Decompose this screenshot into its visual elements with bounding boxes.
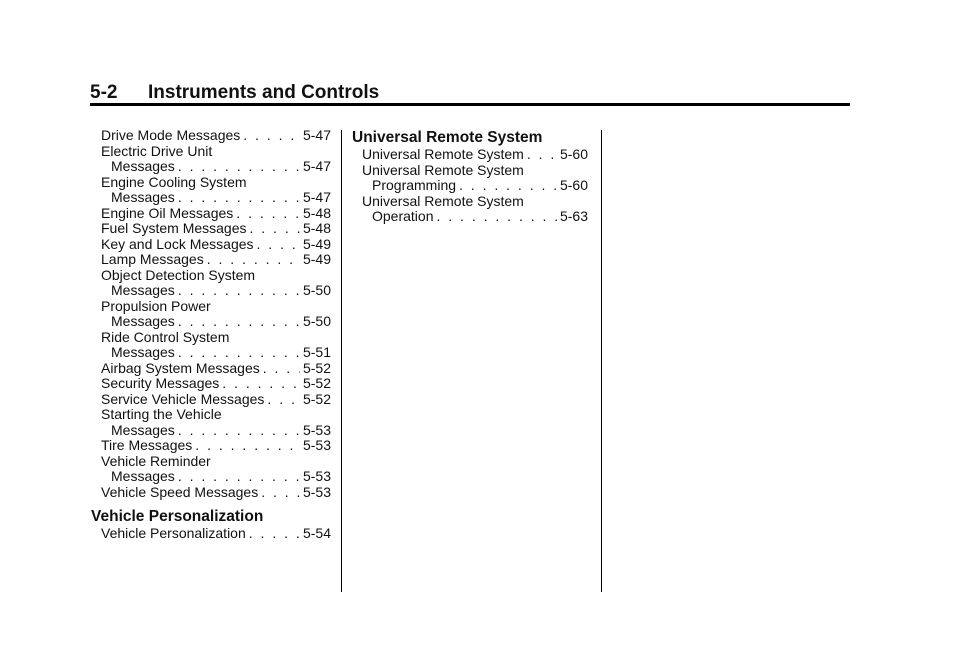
column-divider bbox=[601, 130, 602, 592]
toc-entry-line bbox=[362, 194, 588, 210]
dot-leader bbox=[261, 485, 300, 501]
toc-entry[interactable] bbox=[101, 237, 331, 253]
toc-entry[interactable] bbox=[101, 175, 331, 206]
toc-entry[interactable] bbox=[101, 392, 331, 408]
dot-leader bbox=[178, 345, 300, 361]
dot-leader bbox=[263, 361, 300, 377]
toc-list bbox=[101, 128, 331, 500]
toc-entry-label: Programming bbox=[372, 177, 457, 193]
toc-page-ref: 5-52 bbox=[302, 375, 331, 391]
toc-page-ref: 5-53 bbox=[302, 468, 331, 484]
toc-entry-label: Operation bbox=[372, 208, 434, 224]
toc-entry-label: Messages bbox=[111, 468, 175, 484]
toc-page-ref: 5-53 bbox=[302, 421, 331, 438]
toc-entry[interactable] bbox=[101, 128, 331, 144]
toc-page-ref: 5-50 bbox=[302, 313, 331, 329]
toc-entry-label: Messages bbox=[111, 282, 175, 298]
toc-entry[interactable] bbox=[101, 526, 331, 542]
toc-entry-line bbox=[362, 178, 588, 194]
toc-entry[interactable] bbox=[101, 299, 331, 330]
toc-entry-label: Service Vehicle Messages bbox=[101, 390, 265, 407]
toc-page-ref: 5-54 bbox=[302, 525, 331, 541]
toc-entry[interactable] bbox=[362, 194, 588, 225]
toc-entry-line bbox=[101, 206, 331, 222]
toc-entry-line bbox=[101, 144, 331, 160]
toc-entry-label: Fuel System Messages bbox=[101, 220, 247, 236]
toc-page-ref: 5-53 bbox=[302, 483, 331, 500]
toc-entry-label: Vehicle Reminder bbox=[101, 452, 211, 469]
toc-entry-label: Engine Cooling System bbox=[101, 173, 247, 190]
dot-leader bbox=[195, 438, 300, 454]
toc-entry-line bbox=[101, 175, 331, 191]
toc-entry-label: Messages bbox=[111, 158, 175, 174]
toc-entry-line bbox=[101, 469, 331, 485]
toc-entry-label: Drive Mode Messages bbox=[101, 127, 241, 143]
toc-list bbox=[101, 526, 331, 542]
toc-page-ref: 5-49 bbox=[302, 251, 331, 267]
toc-entry[interactable] bbox=[101, 268, 331, 299]
toc-entry-line bbox=[101, 221, 331, 237]
toc-entry-line bbox=[101, 159, 331, 175]
column-divider bbox=[341, 130, 342, 592]
toc-entry[interactable] bbox=[101, 330, 331, 361]
toc-entry-label: Universal Remote System bbox=[362, 161, 524, 178]
toc-entry-line bbox=[101, 268, 331, 284]
dot-leader bbox=[459, 178, 557, 194]
toc-entry-line bbox=[101, 376, 331, 392]
toc-entry-line bbox=[101, 190, 331, 206]
toc-entry-line bbox=[101, 283, 331, 299]
toc-entry-label: Engine Oil Messages bbox=[101, 204, 234, 221]
dot-leader bbox=[527, 147, 557, 163]
toc-entry[interactable] bbox=[101, 485, 331, 501]
toc-entry-label: Lamp Messages bbox=[101, 251, 204, 267]
toc-list bbox=[362, 147, 588, 225]
toc-entry-label: Propulsion Power bbox=[101, 297, 211, 314]
header-rule bbox=[90, 103, 850, 106]
toc-entry-label: Universal Remote System bbox=[362, 146, 524, 162]
dot-leader bbox=[207, 252, 300, 268]
dot-leader bbox=[178, 159, 300, 175]
toc-entry[interactable] bbox=[362, 163, 588, 194]
toc-entry-line bbox=[101, 423, 331, 439]
toc-entry-label: Starting the Vehicle bbox=[101, 406, 222, 422]
section-heading: Vehicle Personalization bbox=[91, 508, 264, 525]
toc-entry[interactable] bbox=[101, 361, 331, 377]
toc-page-ref: 5-60 bbox=[559, 177, 588, 193]
toc-entry[interactable] bbox=[101, 454, 331, 485]
toc-entry-label: Messages bbox=[111, 313, 175, 329]
toc-entry-label: Vehicle Speed Messages bbox=[101, 483, 259, 500]
toc-entry-label: Tire Messages bbox=[101, 437, 193, 453]
dot-leader bbox=[236, 206, 300, 222]
page-header bbox=[90, 82, 850, 104]
toc-entry-line bbox=[101, 252, 331, 268]
toc-entry-label: Vehicle Personalization bbox=[101, 525, 246, 541]
dot-leader bbox=[250, 221, 300, 237]
dot-leader bbox=[222, 376, 300, 392]
toc-entry[interactable] bbox=[101, 252, 331, 268]
toc-entry-label: Ride Control System bbox=[101, 328, 230, 345]
toc-entry[interactable] bbox=[101, 144, 331, 175]
toc-page-ref: 5-47 bbox=[302, 189, 331, 205]
toc-entry-line bbox=[101, 237, 331, 253]
toc-page-ref: 5-47 bbox=[302, 127, 331, 143]
toc-entry-label: Messages bbox=[111, 344, 175, 360]
dot-leader bbox=[178, 314, 300, 330]
toc-page-ref: 5-52 bbox=[302, 359, 331, 376]
toc-column-middle bbox=[352, 128, 588, 225]
dot-leader bbox=[257, 237, 300, 253]
toc-page-ref: 5-60 bbox=[559, 146, 588, 162]
toc-entry-line bbox=[101, 407, 331, 423]
dot-leader bbox=[178, 469, 300, 485]
toc-page-ref: 5-48 bbox=[302, 220, 331, 236]
toc-column-left bbox=[91, 127, 331, 542]
toc-entry[interactable] bbox=[101, 221, 331, 237]
toc-page-ref: 5-52 bbox=[302, 390, 331, 407]
toc-entry[interactable] bbox=[101, 407, 331, 438]
toc-entry-line bbox=[101, 392, 331, 408]
dot-leader bbox=[178, 423, 300, 439]
page-number: 5-2 bbox=[90, 82, 118, 103]
toc-entry[interactable] bbox=[101, 206, 331, 222]
toc-entry[interactable] bbox=[362, 147, 588, 163]
dot-leader bbox=[249, 526, 300, 542]
toc-page-ref: 5-48 bbox=[302, 204, 331, 221]
toc-page-ref: 5-50 bbox=[302, 282, 331, 298]
section-heading: Universal Remote System bbox=[352, 129, 543, 146]
toc-entry-line bbox=[101, 299, 331, 315]
toc-entry-line bbox=[101, 128, 331, 144]
toc-entry-label: Security Messages bbox=[101, 375, 220, 391]
toc-entry-label: Airbag System Messages bbox=[101, 359, 260, 376]
toc-entry-line bbox=[101, 526, 331, 542]
toc-page-ref: 5-53 bbox=[302, 437, 331, 453]
dot-leader bbox=[267, 392, 300, 408]
toc-entry-line bbox=[101, 330, 331, 346]
toc-entry[interactable] bbox=[101, 376, 331, 392]
toc-entry-line bbox=[362, 209, 588, 225]
toc-page-ref: 5-47 bbox=[302, 158, 331, 174]
dot-leader bbox=[178, 283, 300, 299]
toc-entry-line bbox=[362, 147, 588, 163]
toc-entry-line bbox=[101, 438, 331, 454]
toc-entry[interactable] bbox=[101, 438, 331, 454]
toc-entry-label: Messages bbox=[111, 189, 175, 205]
toc-page-ref: 5-63 bbox=[559, 208, 588, 224]
toc-entry-line bbox=[101, 361, 331, 377]
chapter-title: Instruments and Controls bbox=[148, 82, 380, 103]
toc-entry-line bbox=[101, 345, 331, 361]
toc-entry-label: Messages bbox=[111, 421, 175, 438]
dot-leader bbox=[243, 128, 300, 144]
toc-entry-label: Key and Lock Messages bbox=[101, 235, 254, 252]
dot-leader bbox=[436, 209, 556, 225]
dot-leader bbox=[178, 190, 300, 206]
toc-entry-line bbox=[101, 485, 331, 501]
toc-entry-line bbox=[101, 314, 331, 330]
toc-entry-line bbox=[101, 454, 331, 470]
toc-entry-label: Object Detection System bbox=[101, 266, 256, 283]
toc-entry-label: Universal Remote System bbox=[362, 192, 524, 209]
toc-entry-label: Electric Drive Unit bbox=[101, 142, 213, 159]
toc-entry-line bbox=[362, 163, 588, 179]
toc-page-ref: 5-51 bbox=[302, 344, 331, 360]
toc-page-ref: 5-49 bbox=[302, 235, 331, 252]
